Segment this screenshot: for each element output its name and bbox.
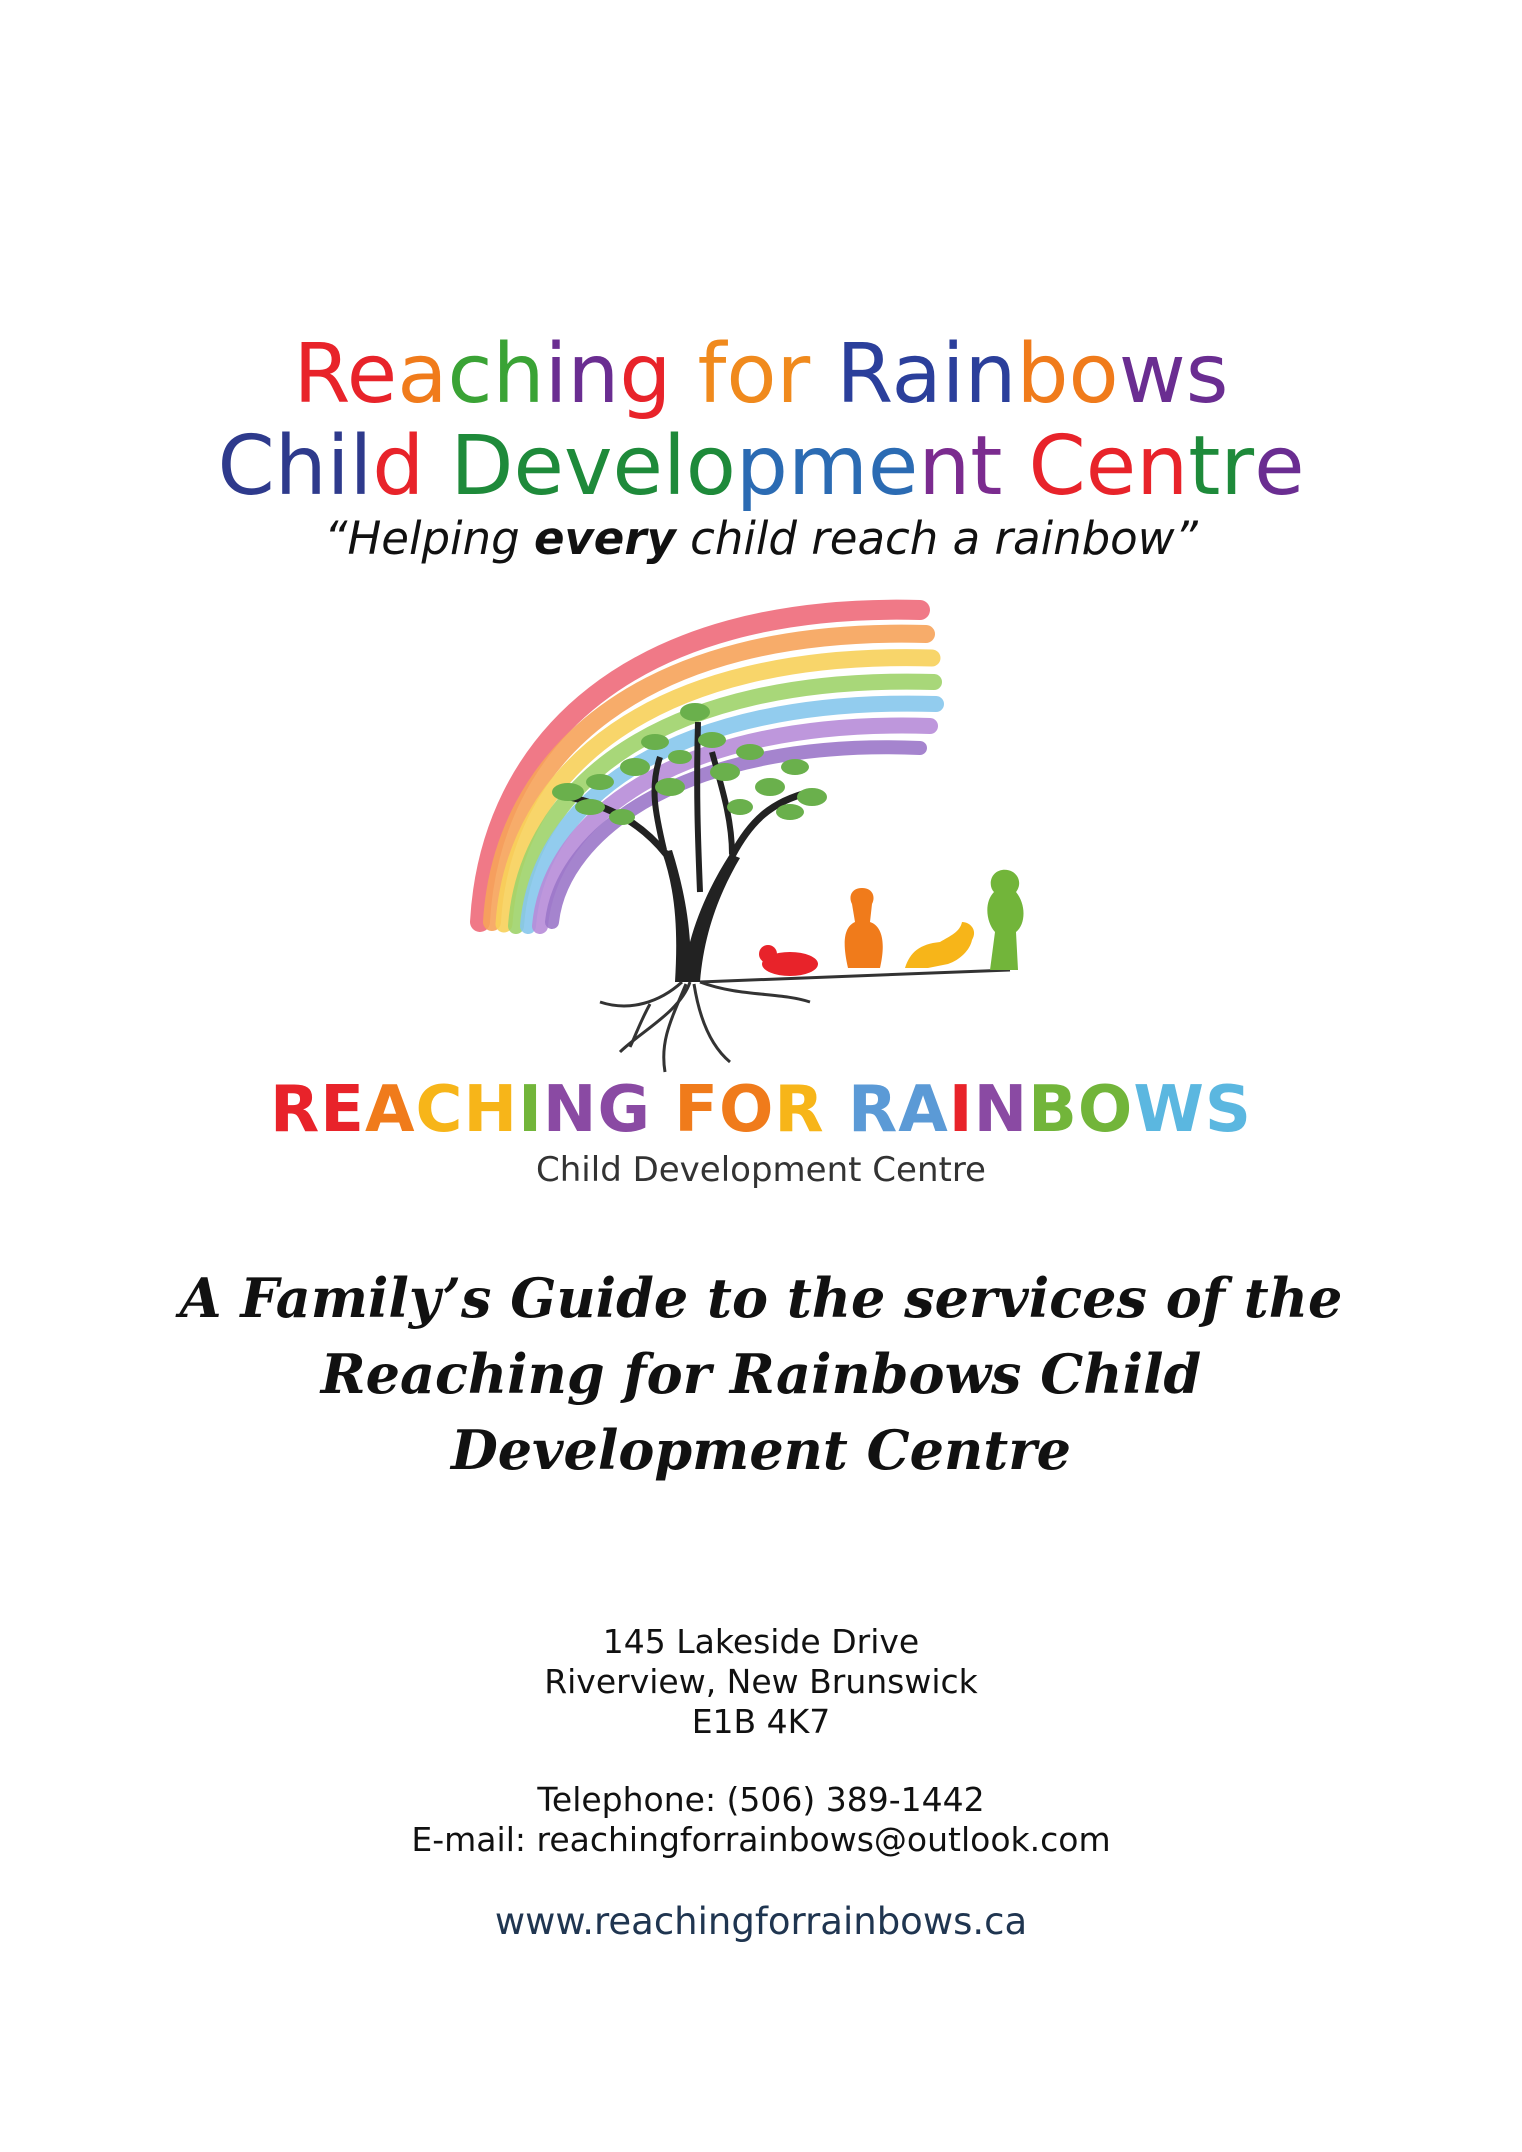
title-line-1-segment: ws bbox=[1118, 327, 1229, 422]
title-line-1-segment: Re bbox=[293, 327, 398, 422]
children-silhouettes-icon bbox=[759, 870, 1024, 976]
title-line-1-segment: Rain bbox=[836, 327, 1017, 422]
brand-name-segment: BO bbox=[1028, 1073, 1134, 1147]
brand-name bbox=[0, 1073, 1522, 1147]
brand-name-segment: FO bbox=[674, 1073, 775, 1147]
title-line-2-segment: d bbox=[372, 419, 451, 514]
brand-name-segment: NG bbox=[542, 1073, 675, 1147]
brand-name-segment: RE bbox=[270, 1073, 365, 1147]
tagline bbox=[0, 512, 1522, 565]
email: E-mail: reachingforrainbows@outlook.com bbox=[411, 1820, 1111, 1859]
brand-name-segment: I bbox=[518, 1073, 543, 1147]
title-line-2-segment: nt bbox=[918, 419, 1029, 514]
city-province: Riverview, New Brunswick bbox=[544, 1662, 978, 1701]
telephone: Telephone: (506) 389-1442 bbox=[537, 1780, 985, 1819]
title-line-2-segment: Cen bbox=[1028, 419, 1189, 514]
title-line-1-segment: in bbox=[544, 327, 620, 422]
brand-name-segment: R bbox=[774, 1073, 848, 1147]
rainbow-icon bbox=[480, 610, 936, 926]
title-line-1-segment: g bbox=[619, 327, 698, 422]
street-address: 145 Lakeside Drive bbox=[602, 1622, 920, 1661]
title-line-1-segment: a bbox=[397, 327, 448, 422]
brand-subtitle: Child Development Centre bbox=[536, 1150, 986, 1190]
tagline-before: “Helping bbox=[324, 512, 534, 565]
brand-name-segment: RA bbox=[847, 1073, 949, 1147]
website-link[interactable]: www.reachingforrainbows.ca bbox=[494, 1900, 1028, 1943]
phone-email-block bbox=[0, 1780, 1522, 1860]
brand-name-segment: CH bbox=[415, 1073, 519, 1147]
guide-title: A Family’s Guide to the services of the Reaching for Rainbows Child Development Centre bbox=[179, 1266, 1343, 1482]
title-line-2-segment: Develo bbox=[450, 419, 736, 514]
brand-name-segment: A bbox=[365, 1073, 416, 1147]
title-line-2-segment: Chil bbox=[217, 419, 373, 514]
brand-name-segment: I bbox=[948, 1073, 974, 1147]
brand-name-segment: N bbox=[973, 1073, 1029, 1147]
rainbow-tree-logo bbox=[450, 592, 1050, 1082]
title-line-2-segment: e bbox=[1254, 419, 1305, 514]
title-line-2-segment: pme bbox=[735, 419, 919, 514]
title-line-1-segment: ch bbox=[447, 327, 545, 422]
roots-icon bbox=[600, 970, 1010, 1072]
title-line-1 bbox=[0, 327, 1522, 422]
brand-name-segment: WS bbox=[1133, 1073, 1252, 1147]
title-line-2-segment: tr bbox=[1188, 419, 1255, 514]
title-line-1-segment: for bbox=[697, 327, 837, 422]
tagline-after: child reach a rainbow” bbox=[675, 512, 1198, 565]
address-block bbox=[0, 1622, 1522, 1742]
title-line-2 bbox=[0, 419, 1522, 514]
tagline-bold: every bbox=[533, 512, 676, 565]
title-line-1-segment: bo bbox=[1016, 327, 1119, 422]
postal-code: E1B 4K7 bbox=[691, 1702, 831, 1741]
